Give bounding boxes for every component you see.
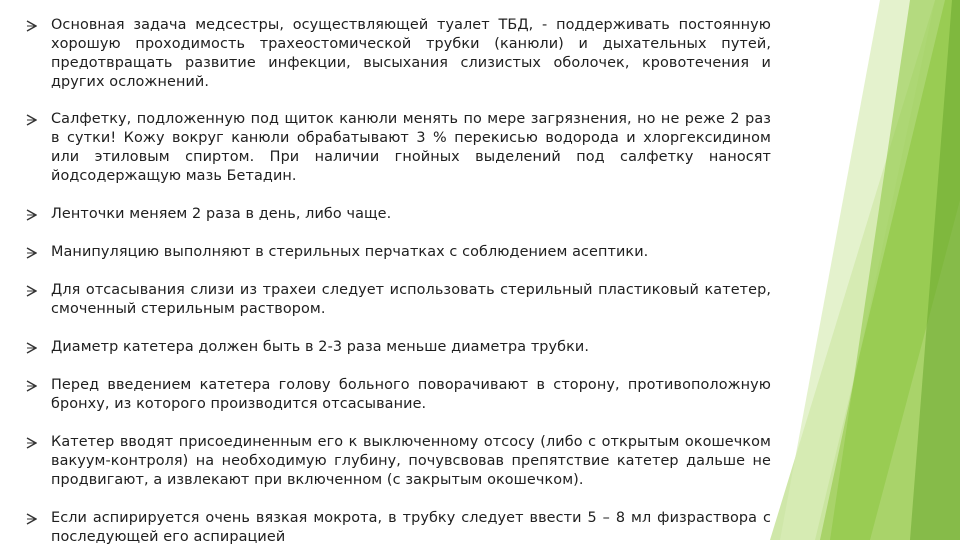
list-item bbox=[26, 16, 771, 92]
list-item-text: Ленточки меняем 2 раза в день, либо чаще. bbox=[51, 206, 392, 222]
list-item-text: Для отсасывания слизи из трахеи следует использовать стерильный пластиковый катетер, смоченный стерильным раствором. bbox=[51, 282, 771, 317]
list-item-text: Диаметр катетера должен быть в 2-3 раза меньше диаметра трубки. bbox=[51, 339, 590, 355]
arrowhead-bullet-icon bbox=[26, 338, 51, 354]
list-item-text: Основная задача медсестры, осуществляющей туалет ТБД, - поддерживать постоянную хорошую проходимость трахеостомической трубки (канюли) и дыхательных путей, предотвращать развитие инфекции, высыхания слизистых оболочек, кровотечения и других осложнений. bbox=[51, 17, 771, 90]
list-item bbox=[26, 205, 771, 224]
list-item-text: Катетер вводят присоединенным его к выключенному отсосу (либо с открытым окошечком вакуум-контроля) на необходимую глубину, почувсвовав препятствие катетер дальше не продвигают, а извлекают при включенном (с закрытым окошечком). bbox=[51, 434, 771, 488]
list-item-text: Перед введением катетера голову больного поворачивают в сторону, противоположную бронху, из которого производится отсасывание. bbox=[51, 377, 771, 412]
list-item-text: Манипуляцию выполняют в стерильных перчатках с соблюдением асептики. bbox=[51, 244, 649, 260]
list-item bbox=[26, 243, 771, 262]
arrowhead-bullet-icon bbox=[26, 281, 51, 297]
list-item-text: Салфетку, подложенную под щиток канюли менять по мере загрязнения, но не реже 2 раз в сутки! Кожу вокруг канюли обрабатывают 3 % перекисью водорода и хлоргексидином или этиловым спиртом. При наличии гнойных выделений под салфетку наносят йодсодержащую мазь Бетадин. bbox=[51, 111, 771, 184]
list-item bbox=[26, 281, 771, 319]
arrowhead-bullet-icon bbox=[26, 376, 51, 392]
arrowhead-bullet-icon bbox=[26, 509, 51, 525]
list-item bbox=[26, 376, 771, 414]
list-item bbox=[26, 433, 771, 490]
bullet-list bbox=[26, 16, 771, 547]
list-item-text: Если аспирируется очень вязкая мокрота, в трубку следует ввести 5 – 8 мл физраствора с последующей его аспирацией bbox=[51, 510, 771, 545]
arrowhead-bullet-icon bbox=[26, 243, 51, 259]
list-item bbox=[26, 110, 771, 186]
arrowhead-bullet-icon bbox=[26, 433, 51, 449]
arrowhead-bullet-icon bbox=[26, 110, 51, 126]
green-stripes-decoration bbox=[760, 0, 960, 540]
arrowhead-bullet-icon bbox=[26, 16, 51, 32]
arrowhead-bullet-icon bbox=[26, 205, 51, 221]
list-item bbox=[26, 509, 771, 547]
list-item bbox=[26, 338, 771, 357]
